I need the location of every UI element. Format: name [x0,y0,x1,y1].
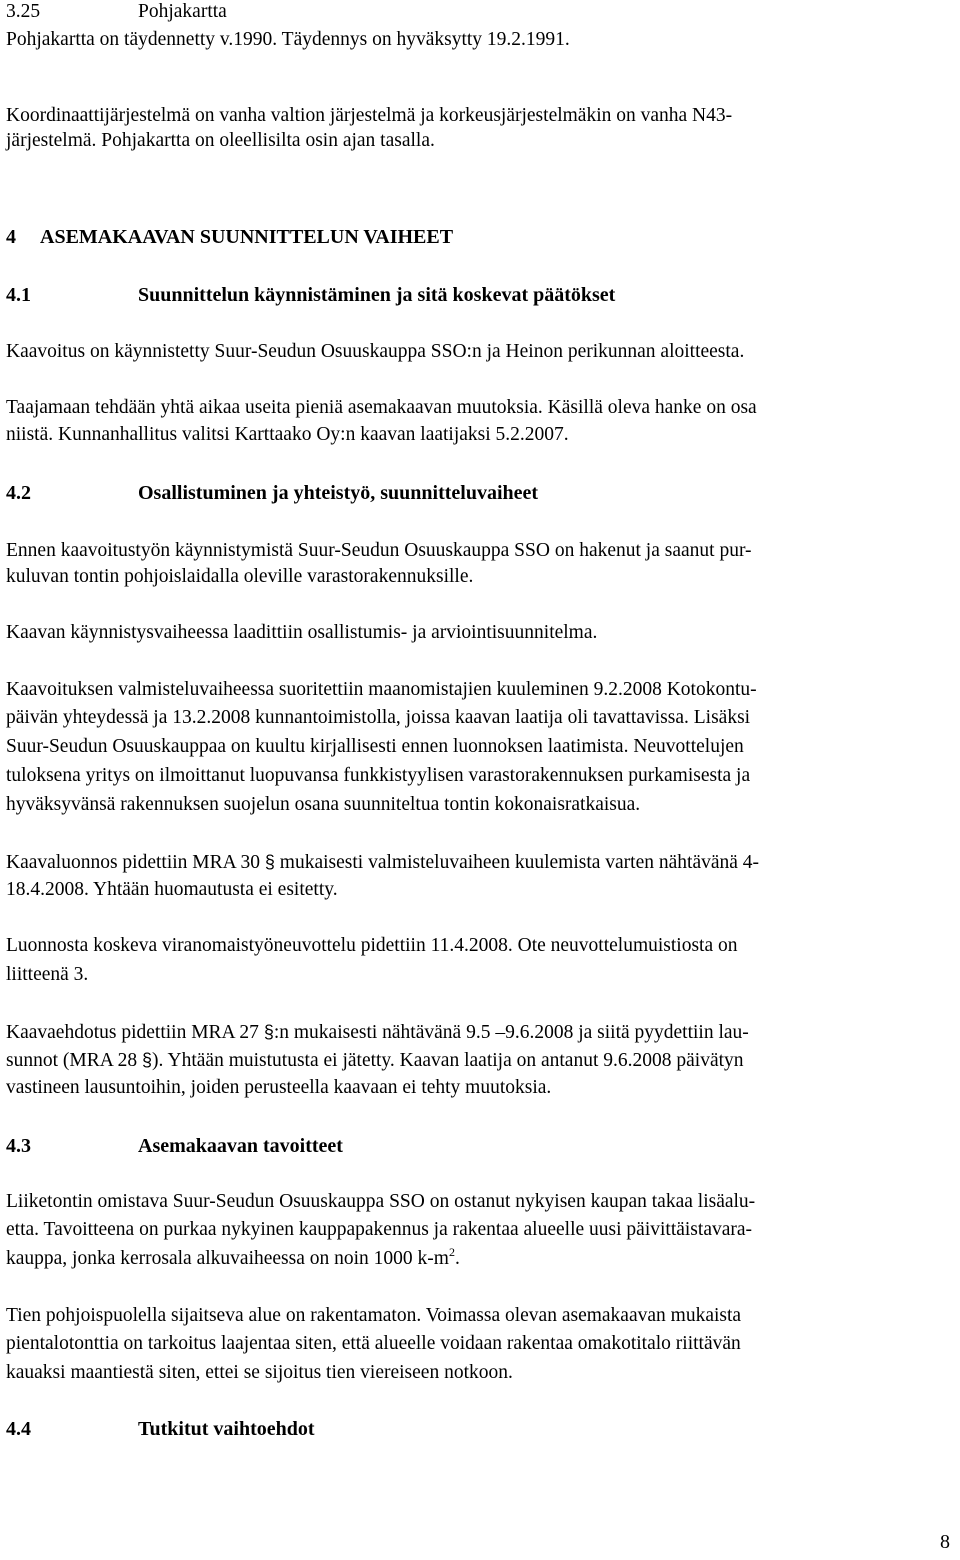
section-sign: § [264,852,275,872]
text-run: sunnot (MRA 28 [6,1050,142,1071]
text-run: Kaavaehdotus pidettiin MRA 27 [6,1022,264,1043]
section-number: 4.1 [6,284,31,306]
paragraph-line: Koordinaattijärjestelmä on vanha valtion järjestelmä ja korkeusjärjestelmäkin on vanha N43- [6,105,733,126]
paragraph-line: kauaksi maantiestä siten, ettei se sijoitus tien viereiseen notkoon. [6,1362,513,1383]
section-number: 3.25 [6,1,41,22]
section-title: Tutkitut vaihtoehdot [138,1418,315,1440]
section-title: Asemakaavan tavoitteet [138,1135,343,1157]
section-heading-3-25 [6,0,227,26]
paragraph-line [6,1046,744,1075]
text-run: Kaavaluonnos pidettiin MRA 30 [6,852,265,873]
section-heading-4-3 [6,1132,343,1160]
section-sign: § [141,1050,152,1070]
section-title: Osallistuminen ja yhteistyö, suunnitteluvaiheet [138,482,539,504]
section-heading-4-2 [6,479,539,507]
paragraph-line: niistä. Kunnanhallitus valitsi Karttaako Oy:n kaavan laatijaksi 5.2.2007. [6,424,569,445]
paragraph-line: kuluvan tontin pohjoislaidalla oleville varastorakennuksille. [6,566,474,587]
paragraph-line: Liiketontin omistava Suur-Seudun Osuuskauppa SSO on ostanut nykyisen kaupan takaa lisäalu- [6,1191,756,1212]
section-title: Pohjakartta [138,1,227,22]
paragraph-line: järjestelmä. Pohjakartta on oleellisilta osin ajan tasalla. [6,130,435,151]
superscript: 2 [448,1245,455,1259]
section-sign: § [263,1022,274,1042]
paragraph-line: pientalotonttia on tarkoitus laajentaa siten, että alueelle voidaan rakentaa omakotitalo riittävän [6,1333,741,1354]
page-number: 8 [940,1531,950,1553]
paragraph-line: Ennen kaavoitustyön käynnistymistä Suur-Seudun Osuuskauppa SSO on hakenut ja saanut pur- [6,540,752,561]
paragraph-line [6,1018,749,1047]
text-run: kauppa, jonka kerrosala alkuvaiheessa on noin 1000 k-m [6,1248,449,1269]
section-number: 4.2 [6,482,31,504]
section-number: 4.3 [6,1135,31,1157]
section-number: 4.4 [6,1418,31,1440]
paragraph-line [6,848,759,877]
paragraph-line: 18.4.2008. Yhtään huomautusta ei esitetty. [6,879,338,900]
text-run: . [454,1248,460,1269]
paragraph-line: Luonnosta koskeva viranomaistyöneuvottelu pidettiin 11.4.2008. Ote neuvottelumuistiosta on [6,935,738,956]
paragraph-line: päivän yhteydessä ja 13.2.2008 kunnantoimistolla, joissa kaavan laatija oli tavattavissa. Lisäksi [6,707,751,728]
paragraph-line: Taajamaan tehdään yhtä aikaa useita pieniä asemakaavan muutoksia. Käsillä oleva hanke on osa [6,397,757,418]
text-run: mukaisesti valmisteluvaiheen kuulemista varten nähtävänä 4- [274,852,760,873]
section-heading-4 [6,223,454,251]
section-heading-4-1 [6,281,616,309]
paragraph-line: etta. Tavoitteena on purkaa nykyinen kauppарakennus ja rakentaa alueelle uusi päivittäistavara- [6,1219,753,1240]
paragraph-line: Suur-Seudun Osuuskauppaa on kuultu kirjallisesti ennen luonnoksen laatimista. Neuvottelujen [6,736,744,757]
paragraph-line: hyväksyvänsä rakennuksen suojelun osana suunniteltua tontin kokonaisratkaisua. [6,794,641,815]
paragraph-line: tuloksena yritys on ilmoittanut luopuvansa funkkistyylisen varastorakennuksen purkamisesta ja [6,765,751,786]
paragraph-line: Kaavan käynnistysvaiheessa laadittiin osallistumis- ja arviointisuunnitelma. [6,622,598,643]
paragraph-line: Tien pohjoispuolella sijaitseva alue on rakentamaton. Voimassa olevan asemakaavan mukaista [6,1305,742,1326]
section-title: ASEMAKAAVAN SUUNNITTELUN VAIHEET [40,226,454,248]
section-heading-4-4 [6,1415,315,1443]
text-run: :n mukaisesti nähtävänä 9.5 –9.6.2008 ja siitä pyydettiin lau- [273,1022,749,1043]
paragraph-line: Pohjakartta on täydennetty v.1990. Täydennys on hyväksytty 19.2.1991. [6,29,570,50]
section-title: Suunnittelun käynnistäminen ja sitä koskevat päätökset [138,284,616,306]
paragraph-line: liitteenä 3. [6,964,89,985]
section-number: 4 [6,226,16,248]
paragraph-line: Kaavoitus on käynnistetty Suur-Seudun Osuuskauppa SSO:n ja Heinon perikunnan aloitteesta. [6,341,745,362]
paragraph-line: Kaavoituksen valmisteluvaiheessa suoritettiin maanomistajien kuuleminen 9.2.2008 Kotokontu- [6,679,757,700]
paragraph-line: vastineen lausuntoihin, joiden perusteella kaavaan ei tehty muutoksia. [6,1077,552,1098]
paragraph-line [6,1245,460,1273]
text-run: ). Yhtään muistutusta ei jätetty. Kaavan laatija on antanut 9.6.2008 päivätyn [152,1050,744,1071]
